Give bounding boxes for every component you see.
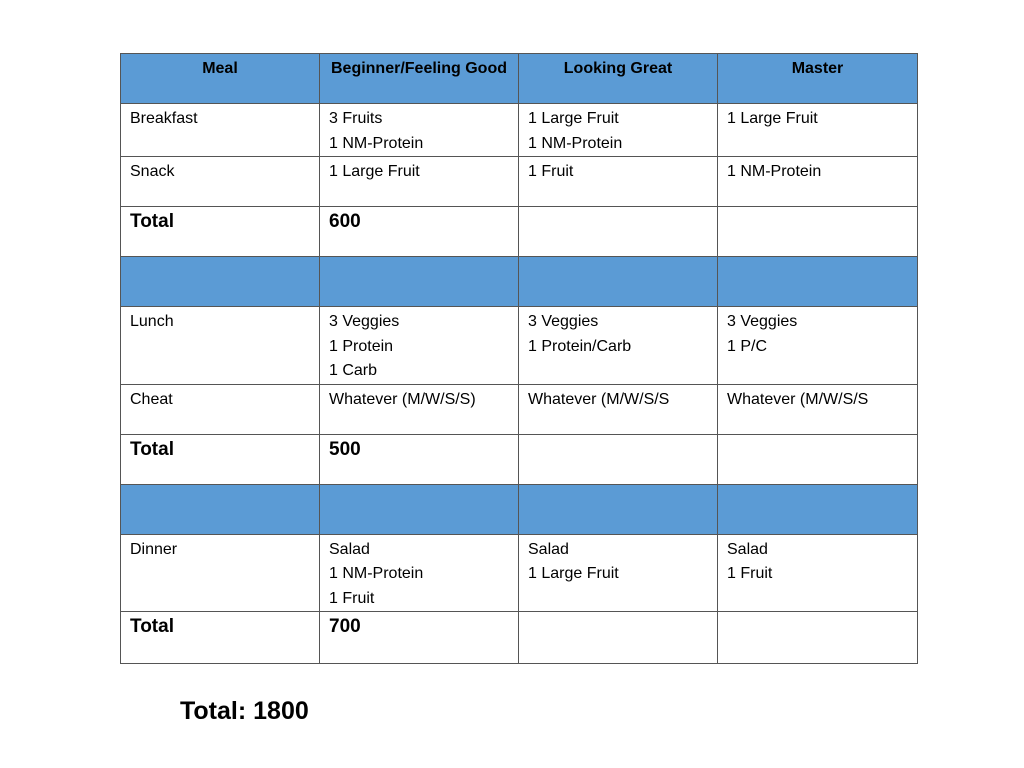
- master-cell: [718, 104, 918, 157]
- cell-line: 1 Carb: [329, 362, 378, 379]
- total-row: [121, 207, 918, 257]
- cell-line: 1 NM-Protein: [329, 134, 424, 152]
- empty-cell: [718, 207, 918, 257]
- header-row: [121, 54, 918, 104]
- header-beginner: Beginner/Feeling Good: [320, 54, 519, 104]
- cell-line: 1 P/C: [727, 337, 768, 355]
- cell-line: Whatever (M/W/S/S: [727, 390, 869, 408]
- empty-cell: [718, 434, 918, 484]
- table-row-breakfast: [121, 104, 918, 157]
- cell-line: 3 Veggies: [727, 313, 798, 330]
- table-row-dinner: [121, 534, 918, 612]
- empty-cell: [718, 612, 918, 664]
- meal-label: Breakfast: [121, 104, 320, 157]
- divider-cell: [519, 484, 718, 534]
- meal-plan-table: [120, 53, 918, 664]
- master-cell: [718, 307, 918, 385]
- total-value: 600: [320, 207, 519, 257]
- cell-line: 1 Large Fruit: [727, 110, 818, 127]
- cell-line: 1 Protein: [329, 337, 394, 355]
- beginner-cell: [320, 104, 519, 157]
- total-label: Total: [121, 207, 320, 257]
- cell-line: 3 Veggies: [528, 313, 599, 330]
- cell-line: Salad: [727, 540, 768, 558]
- header-meal: Meal: [121, 54, 320, 104]
- beginner-cell: [320, 534, 519, 612]
- total-value: 700: [320, 612, 519, 664]
- cell-line: Salad: [528, 540, 569, 558]
- cell-line: 1 Fruit: [727, 565, 773, 582]
- header-master: Master: [718, 54, 918, 104]
- total-row: [121, 612, 918, 664]
- divider-cell: [718, 484, 918, 534]
- master-cell: [718, 384, 918, 434]
- cell-line: 1 Fruit: [329, 589, 375, 607]
- beginner-cell: [320, 384, 519, 434]
- empty-cell: [519, 207, 718, 257]
- looking-great-cell: [519, 534, 718, 612]
- section-divider-row: [121, 484, 918, 534]
- cell-line: Whatever (M/W/S/S: [528, 390, 670, 408]
- empty-cell: [519, 612, 718, 664]
- table-row-lunch: [121, 307, 918, 385]
- divider-cell: [519, 257, 718, 307]
- table-row-snack: [121, 157, 918, 207]
- cell-line: 1 Fruit: [528, 163, 574, 180]
- header-looking-great: Looking Great: [519, 54, 718, 104]
- grand-total: Total: 1800: [180, 697, 309, 725]
- total-label: Total: [121, 612, 320, 664]
- meal-label: Cheat: [121, 384, 320, 434]
- meal-label: Lunch: [121, 307, 320, 385]
- total-row: [121, 434, 918, 484]
- master-cell: [718, 157, 918, 207]
- empty-cell: [519, 434, 718, 484]
- cell-line: 1 Protein/Carb: [528, 337, 632, 355]
- table-row-cheat: [121, 384, 918, 434]
- beginner-cell: [320, 307, 519, 385]
- looking-great-cell: [519, 157, 718, 207]
- divider-cell: [121, 484, 320, 534]
- cell-line: 1 Large Fruit: [528, 565, 619, 582]
- divider-cell: [718, 257, 918, 307]
- looking-great-cell: [519, 384, 718, 434]
- meal-label: Dinner: [121, 534, 320, 612]
- cell-line: 3 Fruits: [329, 110, 383, 127]
- cell-line: Whatever (M/W/S/S): [329, 390, 476, 408]
- looking-great-cell: [519, 307, 718, 385]
- beginner-cell: [320, 157, 519, 207]
- cell-line: 1 NM-Protein: [727, 163, 822, 180]
- meal-label: Snack: [121, 157, 320, 207]
- divider-cell: [320, 257, 519, 307]
- total-value: 500: [320, 434, 519, 484]
- total-label: Total: [121, 434, 320, 484]
- cell-line: 3 Veggies: [329, 313, 400, 330]
- section-divider-row: [121, 257, 918, 307]
- cell-line: 1 Large Fruit: [528, 110, 619, 127]
- looking-great-cell: [519, 104, 718, 157]
- cell-line: 1 NM-Protein: [528, 134, 623, 152]
- divider-cell: [121, 257, 320, 307]
- cell-line: 1 Large Fruit: [329, 163, 420, 180]
- cell-line: 1 NM-Protein: [329, 565, 424, 582]
- divider-cell: [320, 484, 519, 534]
- cell-line: Salad: [329, 540, 370, 558]
- master-cell: [718, 534, 918, 612]
